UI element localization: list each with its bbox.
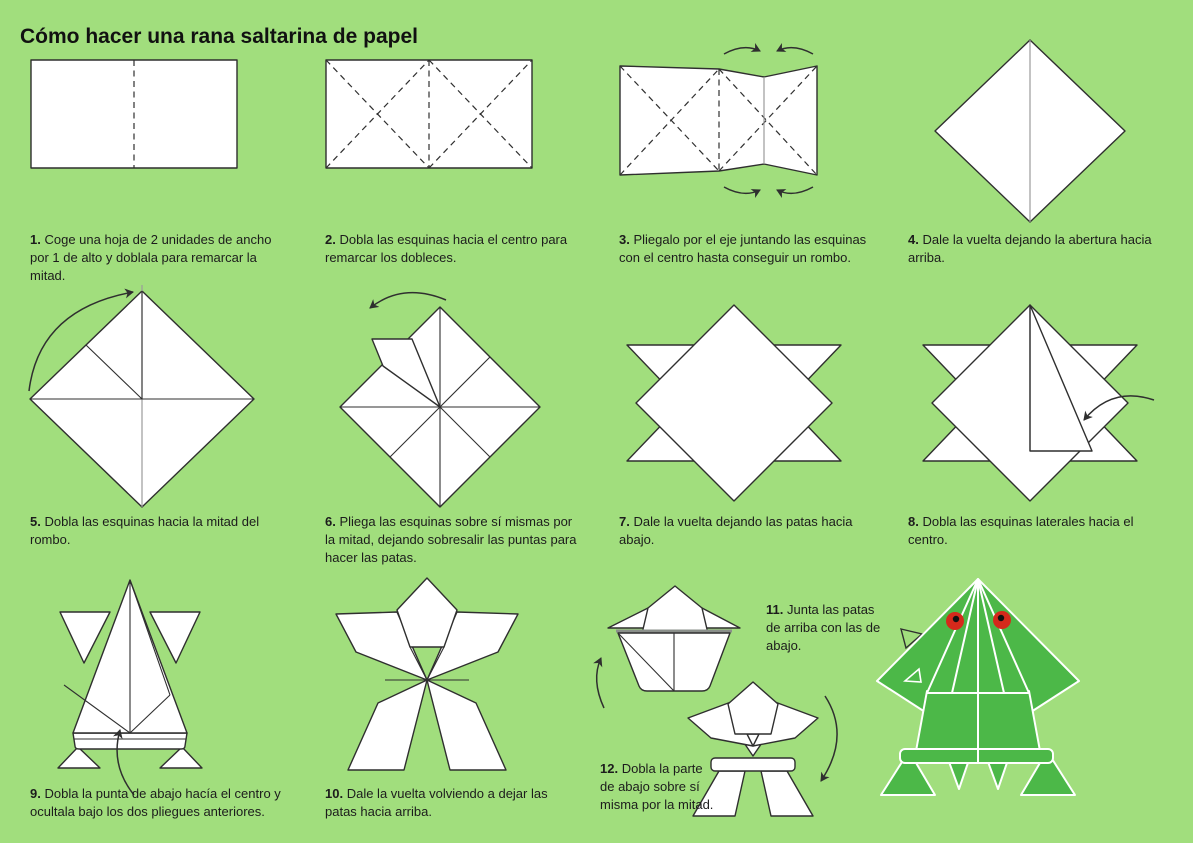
step-number: 7. <box>619 514 630 529</box>
fold-arrow-icon <box>777 48 813 54</box>
waist-band <box>711 758 795 771</box>
step-caption-11 <box>766 601 884 655</box>
diagram-step-7 <box>612 288 857 516</box>
step-text: Pliega las esquinas sobre sí mismas por la mitad, dejando sobresalir las puntas para hacer las patas. <box>325 514 577 565</box>
hind-leg <box>761 771 813 816</box>
fold-arrow-icon <box>777 187 813 193</box>
fold-arrow-icon <box>370 293 446 308</box>
diagram-step-9 <box>30 563 245 798</box>
step-caption-10 <box>325 785 581 821</box>
fold-arrow-icon <box>724 48 760 54</box>
step-caption-5 <box>30 513 286 549</box>
step-caption-2 <box>325 231 581 267</box>
step-text: Dale la vuelta dejando las patas hacia abajo. <box>619 514 853 547</box>
frog-pupil-right <box>998 615 1004 621</box>
step-caption-7 <box>619 513 875 549</box>
step-text: Junta las patas de arriba con las de abajo. <box>766 602 881 653</box>
step-number: 10. <box>325 786 344 801</box>
step-number: 11. <box>766 602 784 617</box>
step-text: Dale la vuelta volviendo a dejar las patas hacia arriba. <box>325 786 548 819</box>
step-caption-4 <box>908 231 1164 267</box>
step-text: Dobla las esquinas hacia el centro para remarcar los dobleces. <box>325 232 568 265</box>
diagram-step-10 <box>330 570 525 788</box>
diagram-step-6 <box>325 280 550 512</box>
hind-leg <box>58 747 100 768</box>
step-number: 8. <box>908 514 919 529</box>
diagram-step-3 <box>612 40 830 198</box>
diagram-step-5 <box>25 283 260 513</box>
step-caption-6 <box>325 513 581 567</box>
step-text: Pliegalo por el eje juntando las esquinas con el centro hasta conseguir un rombo. <box>619 232 867 265</box>
page-title: Cómo hacer una rana saltarina de papel <box>20 25 418 49</box>
step-text: Dale la vuelta dejando la abertura hacia arriba. <box>908 232 1152 265</box>
diagram-step-1 <box>30 58 238 172</box>
fold-arrow-icon <box>597 658 604 708</box>
leg-flap <box>348 680 427 770</box>
bottom-band <box>73 733 187 749</box>
head-pentagon <box>397 578 457 647</box>
diagram-step-4 <box>905 36 1155 228</box>
step-text: Dobla las esquinas laterales hacia el centro. <box>908 514 1134 547</box>
step-caption-12 <box>600 760 718 814</box>
step-number: 5. <box>30 514 41 529</box>
step-number: 12. <box>600 761 619 776</box>
step-text: Coge una hoja de 2 unidades de ancho por 1 de alto y doblala para remarcar la mitad. <box>30 232 272 283</box>
leg-flap <box>427 680 506 770</box>
fold-arrow-icon <box>821 696 837 781</box>
step-caption-8 <box>908 513 1164 549</box>
step-number: 2. <box>325 232 336 247</box>
hind-leg <box>160 747 202 768</box>
fold-arrow-icon <box>724 187 760 193</box>
step-text: Dobla las esquinas hacia la mitad del rombo. <box>30 514 260 547</box>
step-caption-9 <box>30 785 286 821</box>
frog-pupil-left <box>953 616 959 622</box>
step-number: 3. <box>619 232 630 247</box>
step-number: 4. <box>908 232 919 247</box>
step-text: Dobla la punta de abajo hacía el centro y ocultala bajo los dos pliegues anteriores. <box>30 786 281 819</box>
diagram-step-8 <box>902 288 1158 516</box>
step-caption-1 <box>30 231 286 285</box>
finished-frog-figure <box>865 573 1095 813</box>
step-number: 1. <box>30 232 41 247</box>
step-caption-3 <box>619 231 875 267</box>
step-number: 9. <box>30 786 41 801</box>
diamond-paper <box>636 305 832 501</box>
step-number: 6. <box>325 514 336 529</box>
frog-waist-band <box>900 749 1053 763</box>
step-text: Dobla la parte de abajo sobre sí misma por la mitad. <box>600 761 714 812</box>
diagram-step-2 <box>325 58 533 172</box>
head-pentagon <box>728 682 778 734</box>
